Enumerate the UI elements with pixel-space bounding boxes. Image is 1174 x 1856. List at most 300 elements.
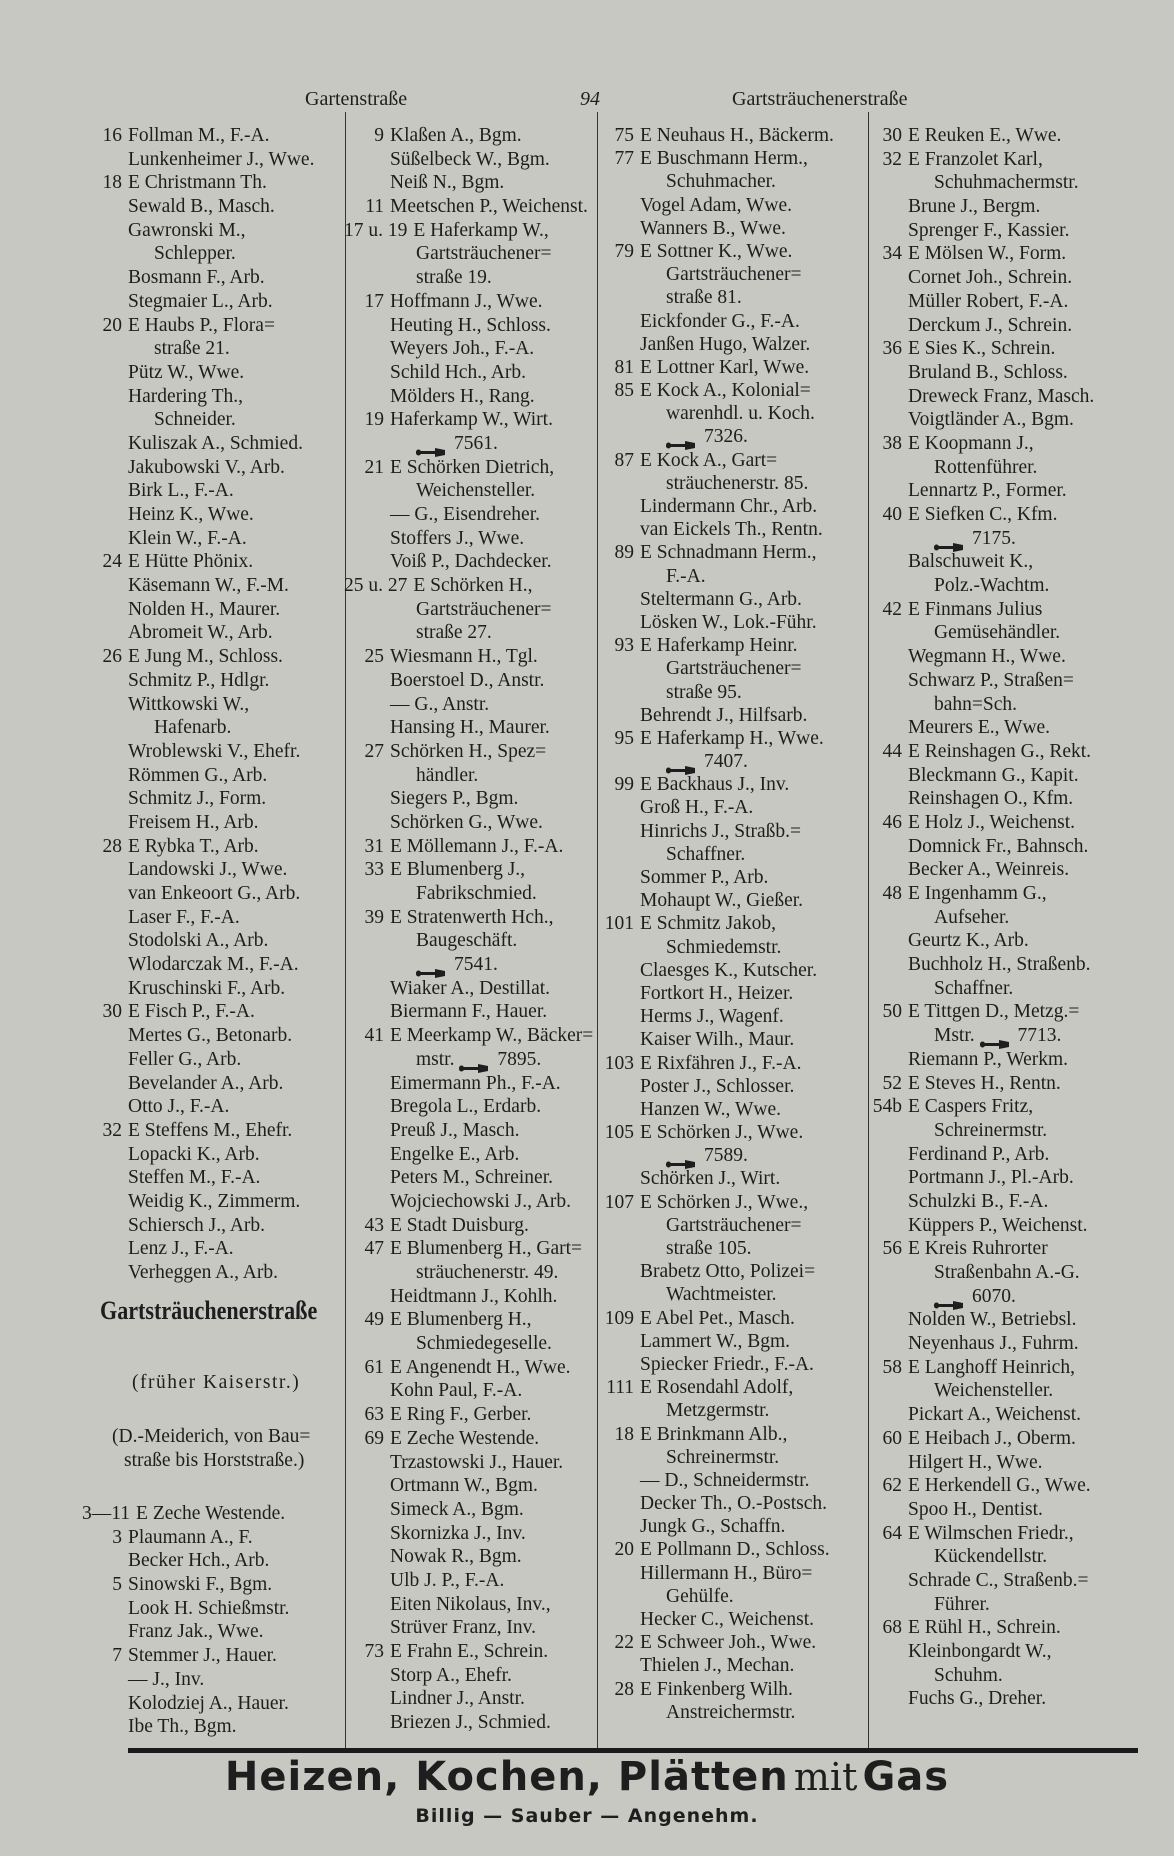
resident-text: van Eickels Th., Rentn. xyxy=(640,519,823,541)
address-entry xyxy=(344,1474,593,1498)
address-entry xyxy=(862,882,1094,906)
resident-text: Peters M., Schreiner. xyxy=(390,1167,554,1189)
telephone-icon xyxy=(980,1032,1010,1041)
address-entry xyxy=(82,1526,289,1550)
entry-continuation-line xyxy=(594,1144,834,1167)
entry-continuation-line xyxy=(344,1261,593,1285)
resident-text: Domnick Fr., Bahnsch. xyxy=(908,835,1089,857)
house-number: 62 xyxy=(882,1475,902,1497)
resident-text: Lindermann Chr., Arb. xyxy=(640,496,818,517)
address-entry xyxy=(344,1237,593,1261)
resident-text: E Haferkamp W., xyxy=(413,219,549,241)
address-entry xyxy=(344,1072,593,1096)
address-entry xyxy=(344,1427,593,1451)
address-entry xyxy=(862,1356,1094,1380)
address-entry xyxy=(862,645,1094,669)
address-entry xyxy=(344,1593,593,1617)
resident-text: Nolden W., Betriebsl. xyxy=(908,1309,1077,1331)
resident-text: Gartsträuchener= xyxy=(666,658,802,680)
address-entry xyxy=(862,811,1094,835)
house-number: 85 xyxy=(614,380,634,402)
telephone-icon xyxy=(416,961,446,970)
address-entry xyxy=(82,1024,314,1048)
house-number: 61 xyxy=(364,1356,384,1378)
gart-list xyxy=(82,1502,289,1739)
entry-continuation-line xyxy=(344,882,593,906)
house-number: 5 xyxy=(112,1574,122,1596)
address-entry xyxy=(82,1715,289,1739)
resident-text: Biermann F., Hauer. xyxy=(390,1001,548,1023)
resident-text: Gartsträuchener= xyxy=(666,1214,802,1236)
resident-text: Meetschen P., Weichenst. xyxy=(390,196,588,218)
resident-text: Dreweck Franz, Masch. xyxy=(908,385,1095,407)
resident-text: Hecker C., Weichenst. xyxy=(640,1609,815,1630)
entry-continuation-line xyxy=(862,977,1094,1001)
resident-text: E Ingenhamm G., xyxy=(908,883,1047,904)
address-entry xyxy=(344,1379,593,1403)
resident-text: Schiersch J., Arb. xyxy=(128,1214,266,1236)
resident-text: E Kreis Ruhrorter xyxy=(908,1238,1048,1260)
house-number: 63 xyxy=(364,1404,384,1426)
house-number: 24 xyxy=(102,551,122,573)
resident-text: Hinrichs J., Straßb.= xyxy=(640,820,802,842)
address-entry xyxy=(344,385,593,409)
house-number: 3—11 xyxy=(82,1503,131,1524)
resident-text: E Koopmann J., xyxy=(908,432,1034,454)
house-number: 16 xyxy=(102,125,122,146)
resident-text: Spiecker Friedr., F.-A. xyxy=(640,1353,814,1375)
address-entry xyxy=(594,518,834,541)
entry-continuation-line xyxy=(862,1545,1094,1569)
resident-text: Briezen J., Schmied. xyxy=(390,1712,551,1734)
resident-text: E Abel Pet., Masch. xyxy=(640,1307,795,1329)
resident-text: Plaumann A., F. xyxy=(128,1526,253,1548)
resident-text: Verheggen A., Arb. xyxy=(128,1262,279,1283)
entry-continuation-line xyxy=(594,750,834,773)
address-entry xyxy=(344,1403,593,1427)
resident-text: E Finmans Julius xyxy=(908,598,1043,620)
address-entry xyxy=(862,408,1094,432)
resident-text: E Rixfähren J., F.-A. xyxy=(640,1052,802,1074)
telephone-icon xyxy=(934,535,964,544)
resident-text: Mohaupt W., Gießer. xyxy=(640,890,804,912)
resident-text: Schaffner. xyxy=(934,977,1014,999)
header-right-street: Gartsträuchenerstraße xyxy=(732,88,908,110)
entry-continuation-line xyxy=(594,170,834,193)
house-number: 3 xyxy=(112,1526,122,1548)
address-entry xyxy=(594,217,834,240)
address-entry xyxy=(82,693,314,717)
entry-continuation-line xyxy=(862,1024,1094,1048)
address-entry xyxy=(344,408,593,432)
resident-text: E Möllemann J., F.-A. xyxy=(390,835,564,857)
phone-number: 7407. xyxy=(704,751,748,773)
address-entry xyxy=(344,977,593,1001)
address-entry xyxy=(344,1308,593,1332)
resident-text: Trzastowski J., Hauer. xyxy=(390,1451,564,1473)
address-entry xyxy=(344,1095,593,1119)
resident-text: E Meerkamp W., Bäcker= xyxy=(390,1025,594,1047)
resident-text: E Haubs P., Flora= xyxy=(128,314,275,336)
column-2 xyxy=(344,124,593,1735)
address-entry xyxy=(82,811,314,835)
resident-text: Geurtz K., Arb. xyxy=(908,930,1029,952)
phone-number: 7175. xyxy=(972,527,1016,549)
resident-text: Fuchs G., Dreher. xyxy=(908,1688,1047,1710)
address-entry xyxy=(862,1000,1094,1024)
house-number: 32 xyxy=(882,148,902,170)
address-entry xyxy=(82,1261,314,1285)
resident-text: E Reinshagen G., Rekt. xyxy=(908,740,1092,762)
address-entry xyxy=(82,621,314,645)
house-number: 38 xyxy=(882,432,902,454)
page-number: 94 xyxy=(580,88,600,110)
house-number: 95 xyxy=(614,727,634,749)
address-entry xyxy=(82,219,314,243)
resident-text: E Lottner Karl, Wwe. xyxy=(640,356,810,378)
house-number: 43 xyxy=(364,1214,384,1236)
resident-text: Lopacki K., Arb. xyxy=(128,1143,260,1165)
address-entry xyxy=(862,740,1094,764)
address-entry xyxy=(82,977,314,1001)
address-entry xyxy=(862,242,1094,266)
address-entry xyxy=(594,1515,834,1538)
resident-text: Cornet Joh., Schrein. xyxy=(908,267,1073,289)
entry-continuation-line xyxy=(862,1119,1094,1143)
footer-rule xyxy=(128,1748,1138,1753)
address-entry xyxy=(344,835,593,859)
address-entry xyxy=(344,456,593,480)
resident-text: E Zeche Westende. xyxy=(390,1427,540,1449)
house-number: 18 xyxy=(102,172,122,194)
resident-text: E Haferkamp Heinr. xyxy=(640,635,798,657)
telephone-icon xyxy=(666,758,696,767)
resident-text: Feller G., Arb. xyxy=(128,1048,242,1070)
house-number: 109 xyxy=(604,1307,634,1329)
resident-text: E Stratenwerth Hch., xyxy=(390,906,554,928)
resident-text: E Rosendahl Adolf, xyxy=(640,1377,794,1399)
resident-text: Brune J., Bergm. xyxy=(908,196,1041,218)
house-number: 11 xyxy=(365,196,384,218)
resident-text: händler. xyxy=(416,764,479,786)
address-entry xyxy=(862,1072,1094,1096)
resident-text: Follman M., F.-A. xyxy=(128,125,270,146)
address-entry xyxy=(82,1048,314,1072)
address-entry xyxy=(594,820,834,843)
house-number: 54b xyxy=(872,1096,902,1118)
telephone-icon xyxy=(459,1056,489,1065)
address-entry xyxy=(344,906,593,930)
address-entry xyxy=(344,1545,593,1569)
resident-text: Gemüsehändler. xyxy=(934,622,1061,644)
resident-text: Mstr. xyxy=(934,1025,975,1047)
resident-text: E Steves H., Rentn. xyxy=(908,1072,1061,1094)
address-entry xyxy=(862,1687,1094,1711)
address-entry xyxy=(862,550,1094,574)
section-former-name: (früher Kaiserstr.) xyxy=(132,1372,301,1393)
address-entry xyxy=(594,1654,834,1677)
resident-text: Schörken J., Wirt. xyxy=(640,1168,781,1190)
phone-number: 7895. xyxy=(497,1048,542,1070)
resident-text: Reinshagen O., Kfm. xyxy=(908,788,1074,810)
resident-text: Wiaker A., Destillat. xyxy=(390,977,551,999)
resident-text: Voigtländer A., Bgm. xyxy=(908,409,1074,431)
resident-text: E Kock A., Gart= xyxy=(640,449,778,471)
resident-text: Wegmann H., Wwe. xyxy=(908,646,1066,668)
address-entry xyxy=(82,1502,289,1526)
resident-text: E Schweer Joh., Wwe. xyxy=(640,1632,817,1654)
address-entry xyxy=(344,1711,593,1735)
house-number: 28 xyxy=(102,835,122,857)
house-number: 68 xyxy=(882,1617,902,1639)
address-entry xyxy=(82,1166,314,1190)
entry-continuation-line xyxy=(344,1048,593,1072)
address-entry xyxy=(82,1597,289,1621)
resident-text: Eimermann Ph., F.-A. xyxy=(390,1072,561,1094)
resident-text: Bleckmann G., Kapit. xyxy=(908,764,1079,786)
resident-text: Sommer P., Arb. xyxy=(640,867,769,888)
address-entry xyxy=(862,479,1094,503)
resident-text: E Wilmschen Friedr., xyxy=(908,1522,1074,1544)
resident-text: Fortkort H., Heizer. xyxy=(640,982,794,1004)
resident-text: E Ring F., Gerber. xyxy=(390,1404,532,1426)
resident-text: Schaffner. xyxy=(666,843,746,865)
entry-continuation-line xyxy=(344,621,593,645)
entry-continuation-line xyxy=(82,242,314,266)
entry-continuation-line xyxy=(594,936,834,959)
resident-text: Schreinermstr. xyxy=(666,1446,780,1468)
house-number: 73 xyxy=(364,1641,384,1662)
telephone-icon xyxy=(666,433,696,442)
resident-text: Portmann J., Pl.-Arb. xyxy=(908,1167,1074,1189)
column-4 xyxy=(862,124,1094,1711)
address-entry xyxy=(82,432,314,456)
entry-continuation-line xyxy=(82,337,314,361)
house-number: 101 xyxy=(604,913,634,935)
resident-text: E Backhaus J., Inv. xyxy=(640,774,790,796)
resident-text: mstr. xyxy=(416,1048,455,1070)
resident-text: E Schörken J., Wwe. xyxy=(640,1122,804,1144)
resident-text: Wiesmann H., Tgl. xyxy=(390,646,538,668)
address-entry xyxy=(594,1307,834,1330)
resident-text: Gartsträuchener= xyxy=(416,598,552,620)
resident-text: Hanzen W., Wwe. xyxy=(640,1098,781,1120)
address-entry xyxy=(344,337,593,361)
address-entry xyxy=(82,1190,314,1214)
section-location-1: (D.-Meiderich, von Bau= xyxy=(112,1426,311,1447)
resident-text: Metzgermstr. xyxy=(666,1400,770,1422)
address-entry xyxy=(862,1403,1094,1427)
address-entry xyxy=(594,1423,834,1446)
resident-text: Gartsträuchener= xyxy=(666,264,802,286)
resident-text: Neiß N., Bgm. xyxy=(390,172,505,194)
resident-text: E Stadt Duisburg. xyxy=(390,1214,529,1236)
address-entry xyxy=(594,912,834,935)
address-entry xyxy=(862,337,1094,361)
entry-continuation-line xyxy=(344,929,593,953)
entry-continuation-line xyxy=(344,764,593,788)
entry-continuation-line xyxy=(594,472,834,495)
address-entry xyxy=(862,219,1094,243)
resident-text: Aufseher. xyxy=(934,906,1010,928)
address-entry xyxy=(594,982,834,1005)
resident-text: Heuting H., Schloss. xyxy=(390,314,551,336)
resident-text: Jungk G., Schaffn. xyxy=(640,1516,786,1538)
address-entry xyxy=(594,333,834,356)
resident-text: Freisem H., Arb. xyxy=(128,811,259,833)
resident-text: Weyers Joh., F.-A. xyxy=(390,338,535,360)
entry-continuation-line xyxy=(82,408,314,432)
address-entry xyxy=(594,1469,834,1492)
house-number: 20 xyxy=(102,314,122,336)
resident-text: Sinowski F., Bgm. xyxy=(128,1574,273,1596)
address-entry xyxy=(594,889,834,912)
resident-text: Becker Hch., Arb. xyxy=(128,1550,270,1572)
house-number: 47 xyxy=(364,1238,384,1260)
house-number: 19 xyxy=(364,409,384,431)
address-entry xyxy=(862,1616,1094,1640)
address-entry xyxy=(344,1640,593,1664)
resident-text: Heidtmann J., Kohlh. xyxy=(390,1285,558,1307)
address-entry xyxy=(594,1005,834,1028)
address-entry xyxy=(594,194,834,217)
entry-continuation-line xyxy=(862,906,1094,930)
resident-text: Fabrikschmied. xyxy=(416,883,537,904)
house-number: 60 xyxy=(882,1427,902,1449)
address-entry xyxy=(594,773,834,796)
entry-continuation-line xyxy=(594,286,834,309)
address-entry xyxy=(862,1640,1094,1664)
phone-number: 7541. xyxy=(454,954,498,976)
address-entry xyxy=(862,1498,1094,1522)
address-entry xyxy=(344,1498,593,1522)
resident-text: Ulb J. P., F.-A. xyxy=(390,1569,505,1591)
address-entry xyxy=(344,195,593,219)
resident-text: Ortmann W., Bgm. xyxy=(390,1475,538,1497)
resident-text: Weichensteller. xyxy=(934,1380,1054,1402)
address-entry xyxy=(862,1166,1094,1190)
address-entry xyxy=(594,1376,834,1399)
resident-text: Wroblewski V., Ehefr. xyxy=(128,740,301,762)
address-entry xyxy=(82,645,314,669)
address-entry xyxy=(82,1072,314,1096)
resident-text: E Blumenberg H., Gart= xyxy=(390,1238,583,1260)
resident-text: Wojciechowski J., Arb. xyxy=(390,1190,571,1212)
entry-continuation-line xyxy=(594,843,834,866)
house-number: 7 xyxy=(112,1645,122,1667)
entry-continuation-line xyxy=(862,693,1094,717)
resident-text: Jakubowski V., Arb. xyxy=(128,456,285,478)
resident-text: Rottenführer. xyxy=(934,456,1038,478)
resident-text: Schwarz P., Straßen= xyxy=(908,669,1074,691)
house-number: 81 xyxy=(614,356,634,378)
address-entry xyxy=(594,449,834,472)
resident-text: Siegers P., Bgm. xyxy=(390,788,519,810)
entry-continuation-line xyxy=(344,432,593,456)
entry-continuation-line xyxy=(862,1261,1094,1285)
resident-text: sträuchenerstr. 49. xyxy=(416,1262,559,1283)
address-entry xyxy=(82,124,314,148)
house-number: 46 xyxy=(882,811,902,833)
address-entry xyxy=(594,1353,834,1376)
address-entry xyxy=(594,1330,834,1353)
ad-headline: Heizen, Kochen, Plätten xyxy=(224,1754,789,1800)
house-number: 64 xyxy=(882,1522,902,1544)
resident-text: E Sies K., Schrein. xyxy=(908,338,1056,360)
address-entry xyxy=(594,124,834,147)
address-entry xyxy=(594,796,834,819)
resident-text: Gawronski M., xyxy=(128,219,246,241)
resident-text: Derckum J., Schrein. xyxy=(908,314,1073,336)
resident-text: Vogel Adam, Wwe. xyxy=(640,194,793,216)
resident-text: straße 27. xyxy=(416,622,492,644)
address-entry xyxy=(82,148,314,172)
address-entry xyxy=(862,1332,1094,1356)
address-entry xyxy=(862,1237,1094,1261)
resident-text: Riemann P., Werkm. xyxy=(908,1048,1069,1070)
resident-text: Haferkamp W., Wirt. xyxy=(390,409,553,431)
address-entry xyxy=(82,906,314,930)
resident-text: Lindner J., Anstr. xyxy=(390,1688,525,1710)
resident-text: Käsemann W., F.-M. xyxy=(128,575,289,597)
resident-text: Mertes G., Betonarb. xyxy=(128,1025,293,1047)
telephone-icon xyxy=(934,1293,964,1302)
resident-text: Gehülfe. xyxy=(666,1585,734,1607)
entry-continuation-line xyxy=(862,1593,1094,1617)
resident-text: E Kock A., Kolonial= xyxy=(640,380,811,402)
house-number: 31 xyxy=(364,835,384,857)
entry-continuation-line xyxy=(862,574,1094,598)
address-entry xyxy=(344,314,593,338)
address-entry xyxy=(594,634,834,657)
house-number: 36 xyxy=(882,338,902,360)
resident-text: Kückendellstr. xyxy=(934,1546,1048,1568)
house-number: 30 xyxy=(882,125,902,146)
address-entry xyxy=(594,495,834,518)
address-entry xyxy=(594,1167,834,1190)
house-number: 93 xyxy=(614,635,634,657)
address-entry xyxy=(344,858,593,882)
resident-text: Claesges K., Kutscher. xyxy=(640,959,818,981)
address-entry xyxy=(594,1052,834,1075)
address-entry xyxy=(594,1678,834,1701)
entry-continuation-line xyxy=(862,1664,1094,1688)
entry-continuation-line xyxy=(344,479,593,503)
house-number: 105 xyxy=(604,1122,634,1144)
house-number: 39 xyxy=(364,906,384,928)
address-entry xyxy=(344,811,593,835)
resident-text: Wanners B., Wwe. xyxy=(640,217,786,239)
address-entry xyxy=(862,716,1094,740)
resident-text: Voiß P., Dachdecker. xyxy=(390,551,552,573)
address-entry xyxy=(82,1620,289,1644)
entry-continuation-line xyxy=(594,402,834,425)
resident-text: E Tittgen D., Metzg.= xyxy=(908,1001,1080,1023)
resident-text: Hillermann H., Büro= xyxy=(640,1562,813,1584)
resident-text: E Schnadmann Herm., xyxy=(640,542,817,564)
address-entry xyxy=(594,727,834,750)
resident-text: — J., Inv. xyxy=(128,1668,205,1690)
column-3 xyxy=(594,124,834,1724)
resident-text: Bevelander A., Arb. xyxy=(128,1072,284,1094)
address-entry xyxy=(344,645,593,669)
resident-text: Lennartz P., Former. xyxy=(908,480,1067,502)
resident-text: Schulzki B., F.-A. xyxy=(908,1190,1049,1212)
resident-text: E Christmann Th. xyxy=(128,172,267,194)
resident-text: Kaiser Wilh., Maur. xyxy=(640,1029,795,1051)
resident-text: Stodolski A., Arb. xyxy=(128,930,269,952)
address-entry xyxy=(344,1000,593,1024)
